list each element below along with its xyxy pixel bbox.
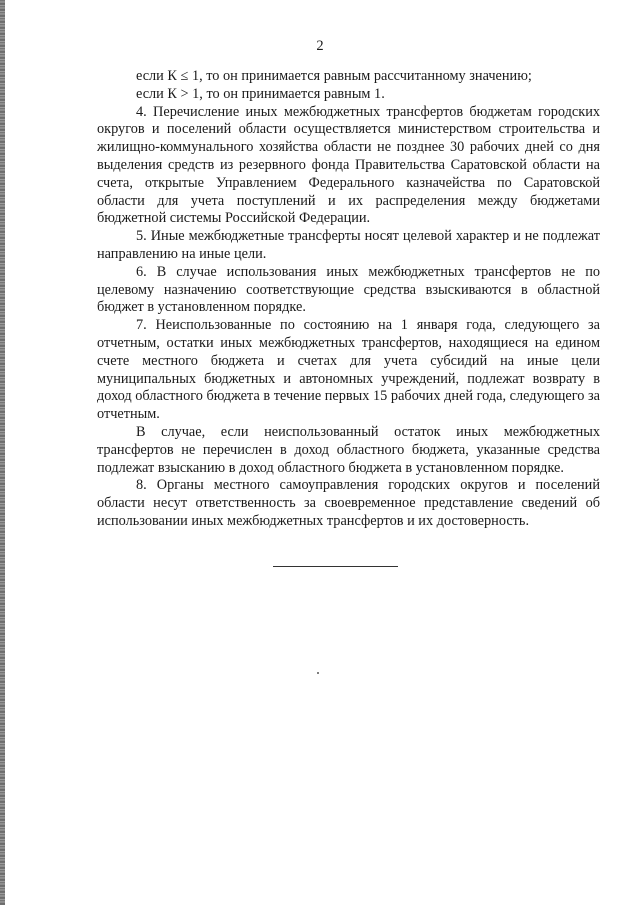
separator-line xyxy=(273,566,398,567)
paragraph-7-recovery: В случае, если неиспользованный остаток иных межбюджетных трансфертов не перечислен в доход областного бюджета, указанные средства подлежат взысканию в доход областного бюджета в установленном порядке. xyxy=(97,423,600,476)
paragraph-8-responsibility: 8. Органы местного самоуправления городских округов и поселений области несут ответственность за своевременное представление сведений об использовании иных межбюджетных трансфертов и их достоверность. xyxy=(97,477,600,529)
document-body xyxy=(97,68,600,531)
scan-edge xyxy=(0,0,5,905)
paragraph-coefficient-gt-1: если К > 1, то он принимается равным 1. xyxy=(136,85,385,102)
page-number: 2 xyxy=(316,38,324,54)
paragraph-7-unused-balance: 7. Неиспользованные по состоянию на 1 января года, следующего за отчетным, остатки иных межбюджетных трансфертов, находящиеся на едином счете местного бюджета и счетах для учета субсидий на иные цели муниципальных бюджетных и автономных учреждений, подлежат возврату в доход областного бюджета в течение первых 15 рабочих дней года, следующего за отчетным. xyxy=(97,317,600,423)
paragraph-6-misuse: 6. В случае использования иных межбюджетных трансфертов не по целевому назначению соответствующие средства взыскиваются в областной бюджет в установленном порядке. xyxy=(97,263,600,316)
paragraph-4-transfer: 4. Перечисление иных межбюджетных трансфертов бюджетам городских округов и поселений области осуществляется министерством строительства и жилищно-коммунального хозяйства области не позднее 30 рабочих дней со дня выделения средств из резервного фонда Правительства Саратовской области на счета, открытые Управлением Федерального казначейства по Саратовской области для учета поступлений и их распределения между бюджетами бюджетной системы Российской Федерации. xyxy=(97,103,600,227)
paragraph-coefficient-le-1: если К ≤ 1, то он принимается равным рассчитанному значению; xyxy=(136,68,532,84)
paragraph-5-purpose: 5. Иные межбюджетные трансферты носят целевой характер и не подлежат направлению на иные цели. xyxy=(97,228,600,262)
scan-speck xyxy=(317,672,319,674)
